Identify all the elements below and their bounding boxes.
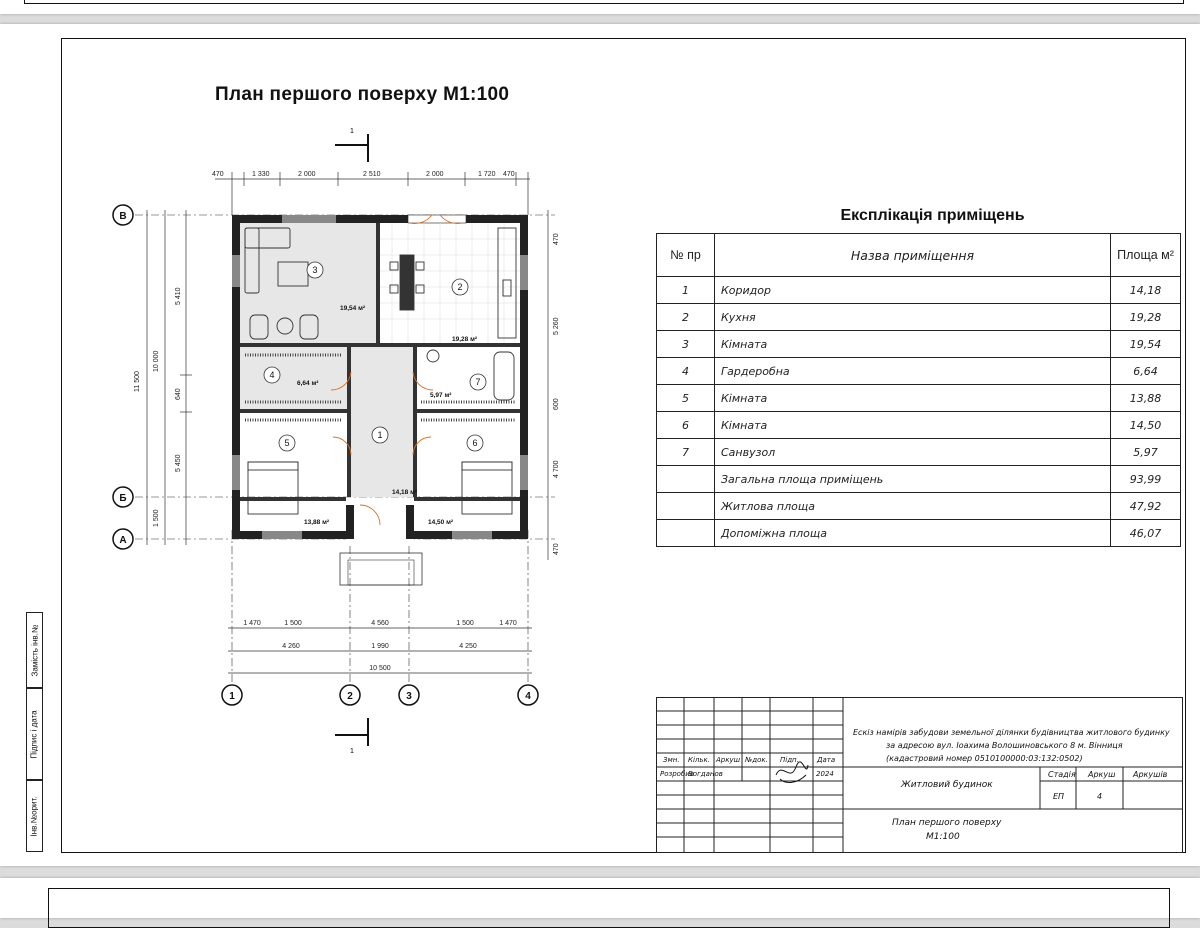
bottom-dim-b-0: 4 260 (282, 643, 300, 650)
room-num-4: 4 (269, 370, 275, 380)
col-head-pidp: Підп. (780, 756, 799, 764)
section-mark-bottom (335, 718, 368, 746)
left-dimension-lines (147, 210, 192, 545)
table-row (657, 358, 1181, 385)
right-dim-4: 470 (553, 543, 560, 555)
author-name: Богданов (688, 770, 723, 778)
section-label-top: 1 (350, 128, 354, 135)
room-num-1: 1 (377, 430, 383, 440)
room-area-2: 19,28 м² (452, 336, 478, 343)
row-num: 6 (657, 412, 715, 439)
room-area-3: 19,54 м² (340, 305, 366, 312)
side-stamp-sign (26, 688, 43, 780)
side-stamp-inv (26, 780, 43, 852)
row-name: Кухня (715, 304, 1111, 331)
col-head-doc: №док. (745, 756, 768, 764)
row-area: 5,97 (1111, 439, 1181, 466)
header-area: Площа м² (1111, 234, 1181, 277)
project-line-3: (кадастровий номер 0510100000:03:132:0502) (886, 754, 1083, 763)
table-row (657, 331, 1181, 358)
side-stamp-inv-label: Інв.№орит. (30, 795, 39, 837)
col-head-arkush: Аркуш (716, 756, 741, 764)
axis-label-b: Б (119, 493, 127, 504)
axis-label-a: А (119, 535, 127, 546)
room-num-2: 2 (457, 282, 463, 292)
row-name: Коридор (715, 277, 1111, 304)
right-dim-2: 600 (553, 398, 560, 410)
table-row (657, 277, 1181, 304)
empty-cell (657, 493, 715, 520)
room-area-7: 5,97 м² (430, 392, 452, 399)
total-area: 93,99 (1111, 466, 1181, 493)
totals-row (657, 466, 1181, 493)
stage-head: Стадія (1048, 770, 1076, 779)
row-num: 4 (657, 358, 715, 385)
object-name: Житловий будинок (901, 780, 993, 790)
table-row (657, 385, 1181, 412)
totals-row (657, 493, 1181, 520)
floor-plan (100, 120, 560, 760)
top-dim-4: 2 000 (426, 171, 444, 178)
next-page (0, 878, 1200, 918)
row-name: Гардеробна (715, 358, 1111, 385)
bottom-dim-b-1: 1 990 (371, 643, 389, 650)
explication-table (656, 233, 1181, 547)
previous-page (0, 0, 1200, 14)
author-year: 2024 (816, 770, 834, 778)
left-dim-inner-2: 5 450 (175, 454, 182, 472)
room-num-5: 5 (284, 438, 290, 448)
row-area: 19,28 (1111, 304, 1181, 331)
drawing-title: План першого поверху М1:100 (215, 84, 510, 105)
bottom-dim-a-4: 1 470 (499, 620, 517, 627)
room-area-4: 6,64 м² (297, 380, 319, 387)
left-dim-outer: 11 500 (134, 371, 141, 392)
role-label: Розробив (660, 770, 694, 778)
side-stamp-replace-label: Замість інв.№ (30, 624, 39, 676)
row-name: Кімната (715, 331, 1111, 358)
bottom-dim-a-1: 1 500 (284, 620, 302, 627)
row-num: 1 (657, 277, 715, 304)
room-num-7: 7 (475, 377, 481, 387)
top-dim-2: 2 000 (298, 171, 316, 178)
row-num: 3 (657, 331, 715, 358)
row-area: 14,50 (1111, 412, 1181, 439)
empty-cell (657, 466, 715, 493)
left-dim-inner-1: 640 (175, 388, 182, 400)
total-name: Житлова площа (715, 493, 1111, 520)
side-stamp-replace (26, 612, 43, 688)
axis-label-2: 2 (347, 691, 353, 702)
totals-row (657, 520, 1181, 547)
room-area-6: 14,50 м² (428, 519, 454, 526)
total-area: 47,92 (1111, 493, 1181, 520)
header-name: Назва приміщення (715, 234, 1111, 277)
top-dim-0: 470 (212, 171, 224, 178)
col-head-data: Дата (817, 756, 836, 764)
sheet-name-2: М1:100 (926, 832, 960, 842)
explication-title: Експлікація приміщень (840, 207, 1025, 224)
table-row (657, 304, 1181, 331)
sheet-head: Аркуш (1088, 770, 1116, 779)
right-dim-3: 4 700 (553, 460, 560, 478)
top-dim-5: 1 720 (478, 171, 496, 178)
top-dim-6: 470 (503, 171, 515, 178)
top-dimension-line (215, 172, 530, 215)
project-line-1: Ескіз намірів забудови земельної ділянки будівництва житлового будинку (853, 728, 1170, 737)
row-area: 6,64 (1111, 358, 1181, 385)
row-num: 5 (657, 385, 715, 412)
row-num: 7 (657, 439, 715, 466)
row-name: Санвузол (715, 439, 1111, 466)
top-dim-1: 1 330 (252, 171, 270, 178)
left-dim-mid: 10 000 (153, 350, 160, 372)
room-num-3: 3 (312, 265, 318, 275)
entrance-porch (340, 505, 422, 585)
bottom-dim-a-2: 4 560 (371, 620, 389, 627)
row-area: 14,18 (1111, 277, 1181, 304)
total-area: 46,07 (1111, 520, 1181, 547)
axis-label-1: 1 (229, 691, 235, 702)
room-area-1: 14,18 м² (392, 489, 418, 496)
axis-label-3: 3 (406, 691, 412, 702)
room-area-5: 13,88 м² (304, 519, 330, 526)
header-num: № пр (657, 234, 715, 277)
axis-label-v: В (119, 211, 127, 222)
sheet-name-1: План першого поверху (892, 818, 1002, 828)
row-num: 2 (657, 304, 715, 331)
row-area: 19,54 (1111, 331, 1181, 358)
section-label-bottom: 1 (350, 748, 354, 755)
explication-header-row (657, 234, 1181, 277)
left-dim-inner-0: 5 410 (175, 287, 182, 305)
total-name: Загальна площа приміщень (715, 466, 1111, 493)
top-dim-3: 2 510 (363, 171, 381, 178)
table-row (657, 412, 1181, 439)
sheets-head: Аркушів (1133, 770, 1168, 779)
axis-label-4: 4 (525, 691, 531, 702)
left-dim-inner-3: 1 500 (153, 509, 160, 527)
col-head-kilk: Кільк. (688, 756, 710, 764)
total-name: Допоміжна площа (715, 520, 1111, 547)
right-dim-1: 5 260 (553, 317, 560, 335)
signature (772, 757, 812, 787)
right-dim-0: 470 (553, 233, 560, 245)
col-head-zmn: Змн. (663, 756, 680, 764)
bottom-dim-b-2: 4 250 (459, 643, 477, 650)
next-page-frame (48, 888, 1170, 928)
bottom-dim-a-3: 1 500 (456, 620, 474, 627)
empty-cell (657, 520, 715, 547)
room-num-6: 6 (472, 438, 478, 448)
project-line-2: за адресою вул. Іоахима Волошиновського 8 м. Вінниця (886, 741, 1123, 750)
previous-page-frame (24, 0, 1184, 4)
sheet-value: 4 (1097, 792, 1103, 801)
table-row (657, 439, 1181, 466)
row-name: Кімната (715, 385, 1111, 412)
row-name: Кімната (715, 412, 1111, 439)
room-fills (240, 223, 413, 497)
bottom-dim-total: 10 500 (369, 665, 391, 672)
row-area: 13,88 (1111, 385, 1181, 412)
bottom-dim-a-0: 1 470 (243, 620, 261, 627)
side-stamp-sign-label: Підпис і дата (30, 709, 39, 759)
section-mark-top (335, 134, 368, 162)
stage-value: ЕП (1053, 792, 1065, 801)
title-block (656, 697, 1183, 853)
